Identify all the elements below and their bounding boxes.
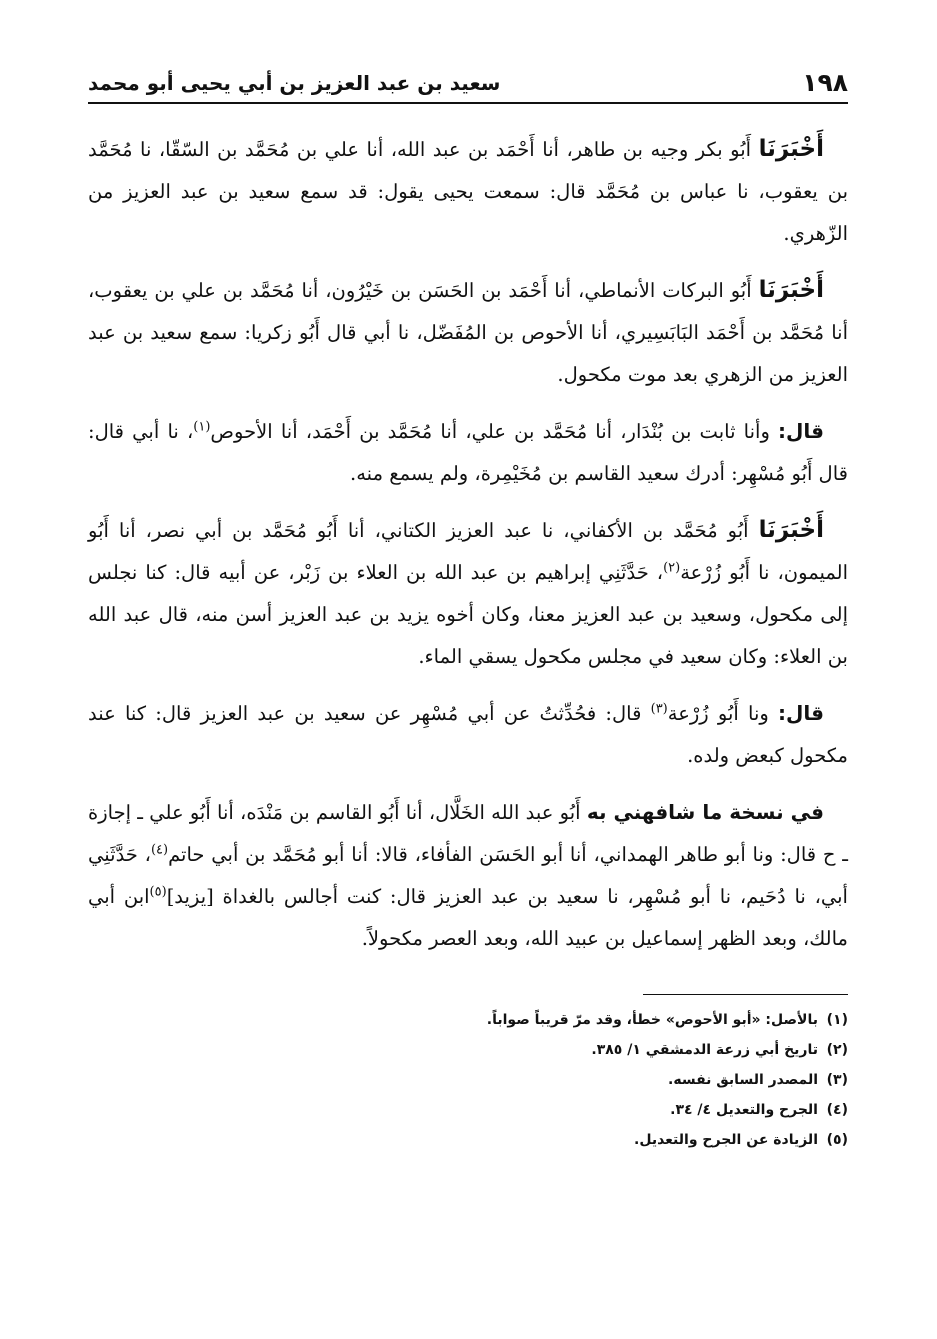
footnote-text: الزيادة عن الجرح والتعديل. (634, 1132, 818, 1148)
paragraph-keyword: في نسخة ما شافهني به (586, 800, 825, 824)
footnote-reference[interactable]: (٢) (663, 560, 681, 576)
paragraph-text: أَبُو عبد الله الخَلَّال، أنا أَبُو القاسم بن مَنْدَه، أنا أَبُو علي ـ إجازة ـ ح قال: ونا أبو طاهر الهمداني، أنا أبو الحَسَن الفأفاء، قالا: أنا أبو مُحَمَّد بن أبي حاتم (88, 801, 848, 866)
footnotes (88, 1005, 848, 1155)
footnote-reference[interactable]: (١) (193, 419, 211, 435)
footnote-text: الجرح والتعديل ٤/ ٣٤. (670, 1102, 818, 1118)
paragraph-1 (88, 128, 848, 255)
main-text (88, 128, 848, 960)
footnote-number: (٥) (826, 1132, 848, 1148)
paragraph-4 (88, 509, 848, 678)
footnote-reference[interactable]: (٣) (650, 701, 668, 717)
footnote-number: (٣) (826, 1072, 848, 1088)
footnote-text: بالأصل: «أبو الأحوص» خطأ، وقد مرّ قريباً صواباً. (486, 1012, 818, 1028)
footnote-item (88, 1065, 848, 1095)
footnote-divider (643, 994, 848, 995)
footnote-text: تاريخ أبي زرعة الدمشقي ١/ ٣٨٥. (591, 1042, 818, 1058)
paragraph-text: أَبُو مُحَمَّد بن الأكفاني، نا عبد العزيز الكتاني، أنا أَبُو مُحَمَّد بن أبي نصر، أنا أَبُو الميمون، نا أَبُو زُرْعة (88, 519, 848, 584)
page-header (88, 58, 848, 104)
footnote-reference[interactable]: (٥) (149, 884, 167, 900)
paragraph-keyword: قال: (778, 701, 824, 725)
paragraph-keyword: أَخْبَرَنَا (758, 517, 824, 543)
footnote-reference[interactable]: (٤) (150, 842, 169, 858)
paragraph-text: وأنا ثابت بن بُنْدَار، أنا مُحَمَّد بن علي، أنا مُحَمَّد بن أَحْمَد، أنا الأحوص (210, 420, 779, 443)
paragraph-text: ابن أبي مالك، وبعد الظهر إسماعيل بن عبيد الله، وبعد العصر مكحولاً. (88, 885, 848, 950)
paragraph-text: ، حَدَّثَنِي أبي، نا دُحَيم، نا أبو مُسْهِر، نا سعيد بن عبد العزيز قال: كنت أجالس بالغداة [يزيد] (88, 843, 848, 908)
paragraph-keyword: أَخْبَرَنَا (758, 136, 824, 162)
paragraph-text: أَبُو بكر وجيه بن طاهر، أنا أَحْمَد بن عبد الله، أنا علي بن مُحَمَّد بن السّقّا، نا مُحَمَّد بن يعقوب، نا عباس بن مُحَمَّد قال: سمعت يحيى يقول: قد سمع سعيد بن عبد العزيز من الزّهري. (88, 138, 848, 245)
paragraph-text: قال: فحُدِّثتُ عن أبي مُسْهِر عن سعيد بن عبد العزيز قال: كنا عند مكحول كبعض ولده. (88, 702, 848, 767)
running-title: سعيد بن عبد العزيز بن أبي يحيى أبو محمد (88, 71, 501, 95)
book-page (88, 58, 848, 1308)
paragraph-text: ، نا أبي قال: قال أَبُو مُسْهِر: أدرك سعيد القاسم بن مُخَيْمِرة، ولم يسمع منه. (88, 420, 848, 485)
footnote-text: المصدر السابق نفسه. (668, 1072, 818, 1088)
paragraph-6 (88, 791, 848, 960)
paragraph-2 (88, 269, 848, 396)
footnote-number: (١) (826, 1012, 848, 1028)
footnote-number: (٤) (826, 1102, 848, 1118)
footnote-item (88, 1005, 848, 1035)
footnote-number: (٢) (826, 1042, 848, 1058)
paragraph-keyword: أَخْبَرَنَا (758, 277, 824, 303)
paragraph-3 (88, 410, 848, 495)
paragraph-5 (88, 692, 848, 777)
paragraph-keyword: قال: (778, 419, 825, 443)
footnote-item (88, 1035, 848, 1065)
footnote-item (88, 1125, 848, 1155)
footnote-item (88, 1095, 848, 1125)
paragraph-text: أَبُو البركات الأنماطي، أنا أَحْمَد بن الحَسَن بن خَيْرُون، أنا مُحَمَّد بن علي بن يعقوب، أنا مُحَمَّد بن أَحْمَد البَابَسِيري، أنا الأحوص بن المُفَضّل، نا أبي قال أَبُو زكريا: سمع سعيد بن عبد العزيز من الزهري بعد موت مكحول. (88, 279, 848, 386)
paragraph-text: ونا أَبُو زُرْعة (667, 702, 779, 725)
paragraph-text: ، حَدَّثَنِي إبراهيم بن عبد الله بن العلاء بن زَبْر، عن أبيه قال: كنا نجلس إلى مكحول، وسعيد بن عبد العزيز معنا، وكان أخوه يزيد بن عبد العزيز أسن منه، قال عبد الله بن العلاء: وكان سعيد في مجلس مكحول يسقي الماء. (88, 561, 848, 668)
page-number: ١٩٨ (802, 68, 848, 97)
